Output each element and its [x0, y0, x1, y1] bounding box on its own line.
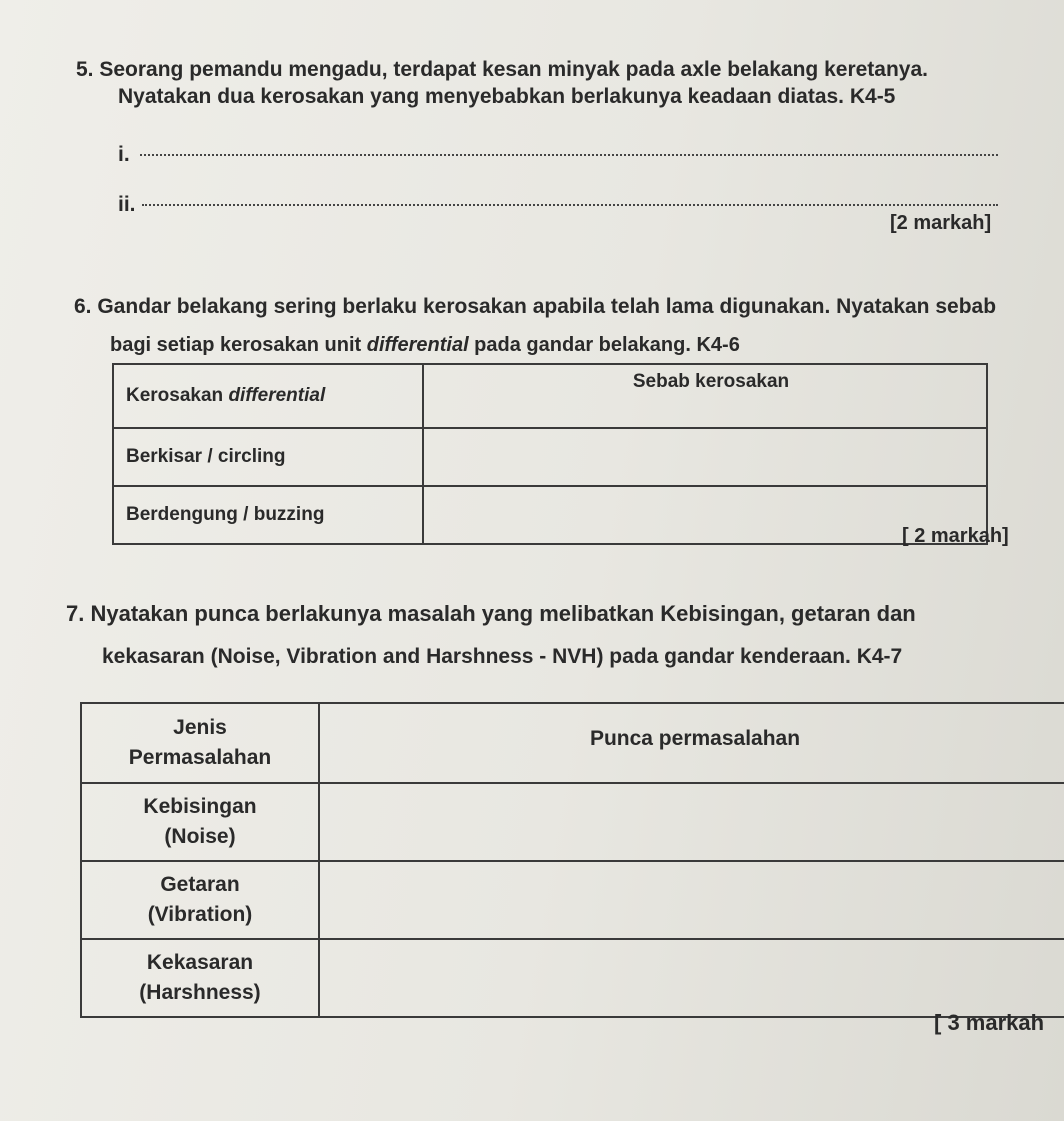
q7-answer-cell[interactable] — [319, 939, 1064, 1017]
q7-row-label: Kekasaran (Harshness) — [81, 939, 319, 1017]
q5-answer-i-line[interactable] — [140, 154, 998, 156]
table-row — [113, 486, 987, 544]
q6-header-sebab: Sebab kerosakan — [423, 364, 987, 428]
q6-row-label: Berdengung / buzzing — [113, 486, 423, 544]
q5-answer-ii-label: ii. — [118, 193, 136, 216]
q5-line1: 5. Seorang pemandu mengadu, terdapat kesan minyak pada axle belakang keretanya. — [76, 58, 928, 81]
q7-header-jenis: Jenis Permasalahan — [81, 703, 319, 783]
q5-answer-i-label: i. — [118, 143, 130, 166]
q7-row-label: Kebisingan (Noise) — [81, 783, 319, 861]
q7-answer-cell[interactable] — [319, 861, 1064, 939]
q5-marks: [2 markah] — [890, 212, 992, 234]
table-row — [113, 428, 987, 486]
q7-line1: 7. Nyatakan punca berlakunya masalah yang melibatkan Kebisingan, getaran dan — [66, 601, 916, 626]
q6-table-header-row — [113, 364, 987, 428]
q6-answer-cell[interactable] — [423, 428, 987, 486]
q7-header-punca: Punca permasalahan — [319, 703, 1064, 783]
q6-line1: 6. Gandar belakang sering berlaku kerosakan apabila telah lama digunakan. Nyatakan sebab — [74, 295, 997, 318]
table-row — [81, 939, 1064, 1017]
q7-line2: kekasaran (Noise, Vibration and Harshness - NVH) pada gandar kenderaan. K4-7 — [102, 645, 903, 668]
table-row — [81, 783, 1064, 861]
q7-answer-cell[interactable] — [319, 783, 1064, 861]
q6-header-kerosakan: Kerosakan differential — [113, 364, 423, 428]
q6-line2: bagi setiap kerosakan unit differential pada gandar belakang. K4-6 — [110, 334, 740, 356]
q7-marks: [ 3 markah — [934, 1010, 1045, 1035]
q7-table — [80, 702, 1064, 1018]
q5-answer-ii-line[interactable] — [142, 204, 998, 206]
q5-line2: Nyatakan dua kerosakan yang menyebabkan berlakunya keadaan diatas. K4-5 — [118, 85, 896, 108]
q6-row-label: Berkisar / circling — [113, 428, 423, 486]
q6-marks: [ 2 markah] — [902, 525, 1009, 547]
table-row — [81, 861, 1064, 939]
q6-table — [112, 363, 988, 545]
q7-row-label: Getaran (Vibration) — [81, 861, 319, 939]
q7-table-header-row — [81, 703, 1064, 783]
